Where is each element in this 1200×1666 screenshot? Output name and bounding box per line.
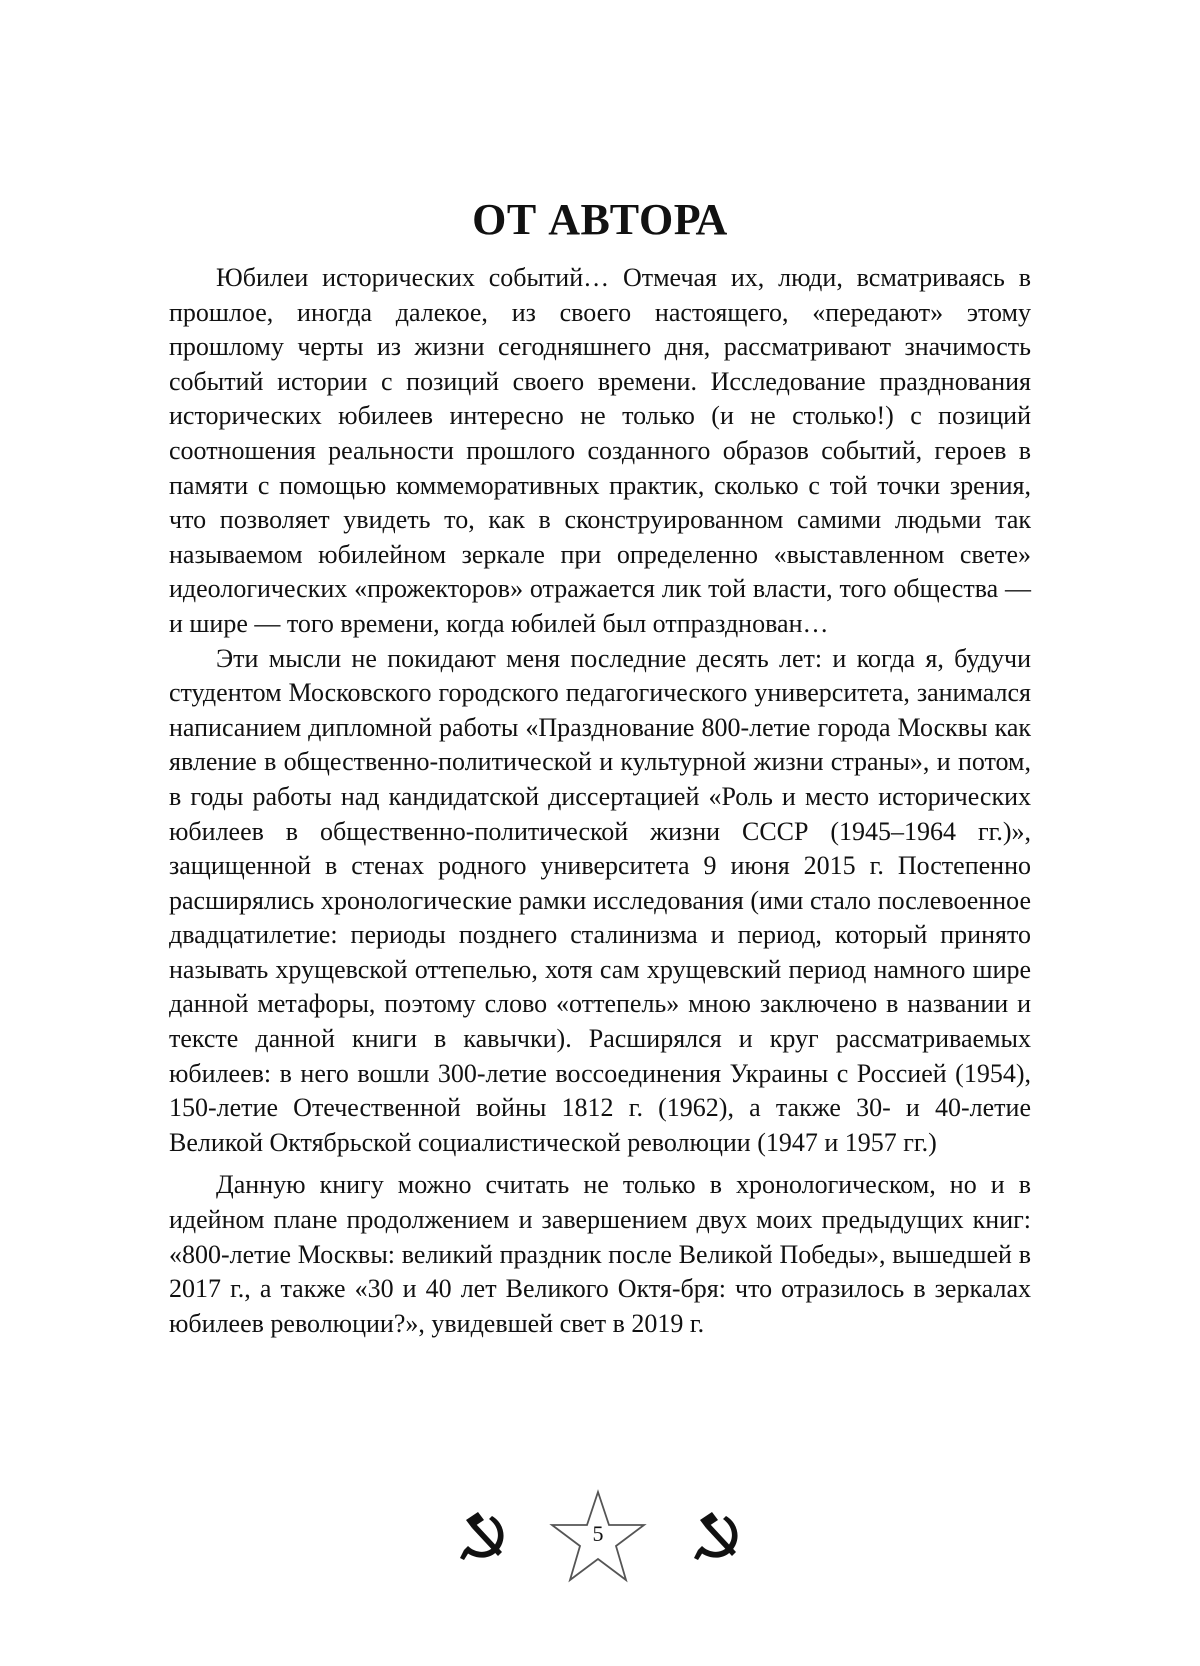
body-text bbox=[169, 261, 1031, 1341]
chapter-heading: ОТ АВТОРА bbox=[472, 195, 728, 244]
page-number-star bbox=[548, 1488, 648, 1588]
hammer-sickle-icon bbox=[458, 1510, 512, 1564]
paragraph-3: Данную книгу можно считать не только в хронологическом, но и в идейном плане продолжением и завершением двух моих предыдущих книг: «800-летие Москвы: великий праздник после Великой Победы», вышедшей в 2017 г., а также «30 и 40 лет Великого Октя-бря: что отразилось в зеркалах юбилеев революции?», увидевшей свет в 2019 г. bbox=[169, 1170, 1031, 1338]
page-number: 5 bbox=[592, 1521, 604, 1546]
hammer-sickle-icon bbox=[692, 1510, 746, 1564]
paragraph-1: Юбилеи исторических событий… Отмечая их, люди, всматриваясь в прошлое, иногда далекое, из своего настоящего, «передают» этому прошлому черты из жизни сегодняшнего дня, рассматривают значимость событий истории с позиций своего времени. Исследование празднования исторических юбилеев интересно не только (и не столько!) с позиций соотношения реальности прошлого созданного образов событий, героев в памяти с помощью коммеморативных практик, сколько с той точки зрения, что позволяет увидеть то, как в сконструированном самими людьми так называемом юбилейном зеркале при определенно «выставленном свете» идеологических «прожекторов» отражается лик той власти, того общества — и шире — того времени, когда юбилей был отпразднован… bbox=[169, 263, 1031, 638]
paragraph-2: Эти мысли не покидают меня последние десять лет: и когда я, будучи студентом Московского городского педагогического университета, занимался написанием дипломной работы «Празднование 800-летие города Москвы как явление в общественно-политической и культурной жизни страны», и потом, в годы работы над кандидатской диссертацией «Роль и место исторических юбилеев в общественно-политической жизни СССР (1945–1964 гг.)», защищенной в стенах родного университета 9 июня 2015 г. Постепенно расширялись хронологические рамки исследования (ими стало послевоенное двадцатилетие: периоды позднего сталинизма и период, который принято называть хрущевской оттепелью, хотя сам хрущевский период намного шире данной метафоры, поэтому слово «оттепель» мною заключено в названии и тексте данной книги в кавычки). Расширялся и круг рассматриваемых юбилеев: в него вошли 300-летие воссоединения Украины с Россией (1954), 150-летие Отечественной войны 1812 г. (1962), а также 30- и 40-летие Великой Октябрьской социалистической революции (1947 и 1957 гг.) bbox=[169, 643, 1031, 1157]
page-footer bbox=[0, 1488, 1200, 1598]
